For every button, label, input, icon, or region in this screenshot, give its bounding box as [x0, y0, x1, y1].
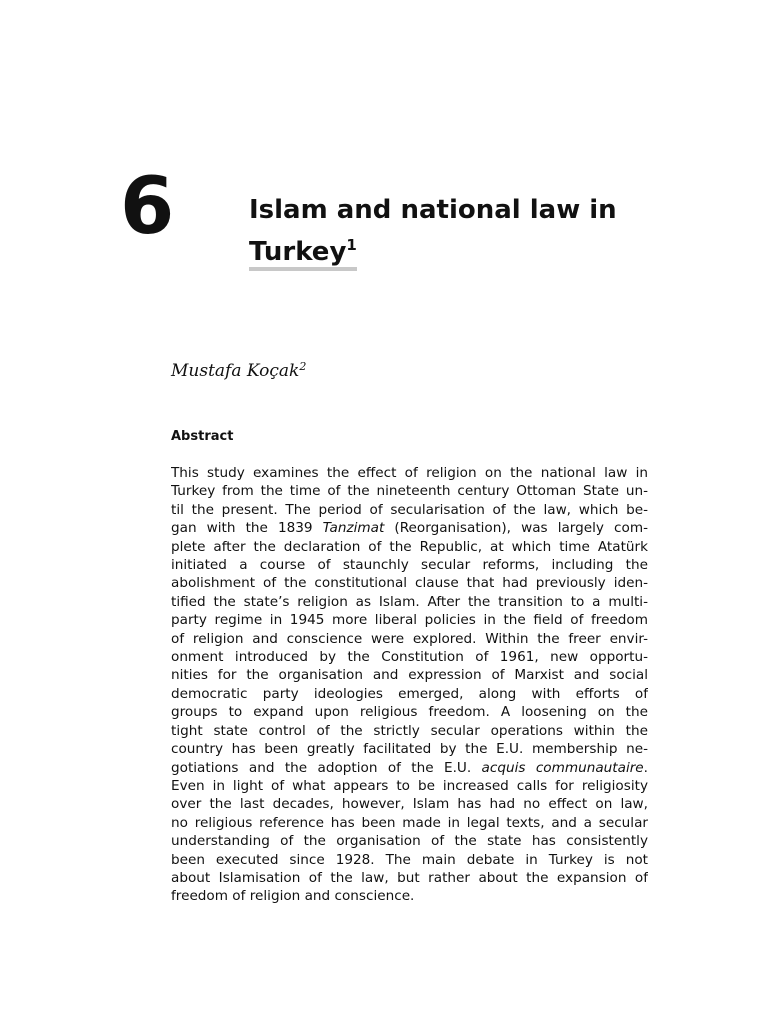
abstract-line: freedom of religion and conscience.: [171, 888, 415, 905]
chapter-title-line-1: Islam and national law in: [249, 195, 617, 225]
abstract-line: til the present. The period of secularisation of the law, which be-: [171, 501, 648, 518]
abstract-line: plete after the declaration of the Republic, at which time Atatürk: [171, 538, 648, 555]
abstract-line: Turkey from the time of the nineteenth century Ottoman State un-: [171, 483, 648, 500]
abstract-line: gotiations and the adoption of the E.U. acquis communautaire.: [171, 759, 648, 776]
abstract-line: onment introduced by the Constitution of 1961, new opportu-: [171, 649, 648, 666]
abstract-line: about Islamisation of the law, but rather about the expansion of: [171, 869, 648, 886]
abstract-line: This study examines the effect of religion on the national law in: [171, 465, 648, 481]
abstract-line: tight state control of the strictly secular operations within the: [171, 722, 648, 739]
abstract-line: initiated a course of staunchly secular reforms, including the: [171, 557, 648, 574]
abstract-line: over the last decades, however, Islam has had no effect on law,: [171, 796, 648, 813]
abstract-line: Even in light of what appears to be increased calls for religiosity: [171, 777, 648, 794]
chapter-title-line-2: [249, 228, 669, 270]
abstract-line: nities for the organisation and expression of Marxist and social: [171, 667, 648, 684]
abstract-italic-term: Tanzimat: [322, 520, 385, 537]
abstract-italic-term: acquis communautaire: [481, 759, 644, 776]
abstract-line: groups to expand upon religious freedom. A loosening on the: [171, 704, 648, 721]
abstract-line: democratic party ideologies emerged, along with efforts of: [171, 685, 648, 702]
abstract-heading: Abstract: [171, 429, 234, 444]
abstract-line: no religious reference has been made in legal texts, and a secular: [171, 814, 648, 831]
abstract-line: of religion and conscience were explored. Within the freer envir-: [171, 630, 648, 647]
abstract-line: party regime in 1945 more liberal policies in the field of freedom: [171, 612, 648, 629]
chapter-title-word: Turkey: [249, 237, 347, 267]
abstract-line: country has been greatly facilitated by the E.U. membership ne-: [171, 741, 648, 758]
chapter-number: 6: [120, 162, 174, 252]
footnote-ref-2[interactable]: 2: [299, 360, 307, 373]
abstract-line: understanding of the organisation of the state has consistently: [171, 833, 648, 850]
footnote-ref-1[interactable]: 1: [346, 236, 357, 254]
chapter-title-link[interactable]: [249, 237, 357, 271]
abstract-line: been executed since 1928. The main debate in Turkey is not: [171, 851, 648, 868]
abstract-body: [171, 464, 648, 906]
abstract-line: tified the state’s religion as Islam. After the transition to a multi-: [171, 593, 648, 610]
chapter-title: [249, 193, 669, 270]
abstract-line: abolishment of the constitutional clause that had previously iden-: [171, 575, 648, 592]
author-name: [171, 356, 306, 382]
author-name-text: Mustafa Koçak: [171, 361, 300, 381]
abstract-line: gan with the 1839 Tanzimat (Reorganisation), was largely com-: [171, 520, 648, 537]
